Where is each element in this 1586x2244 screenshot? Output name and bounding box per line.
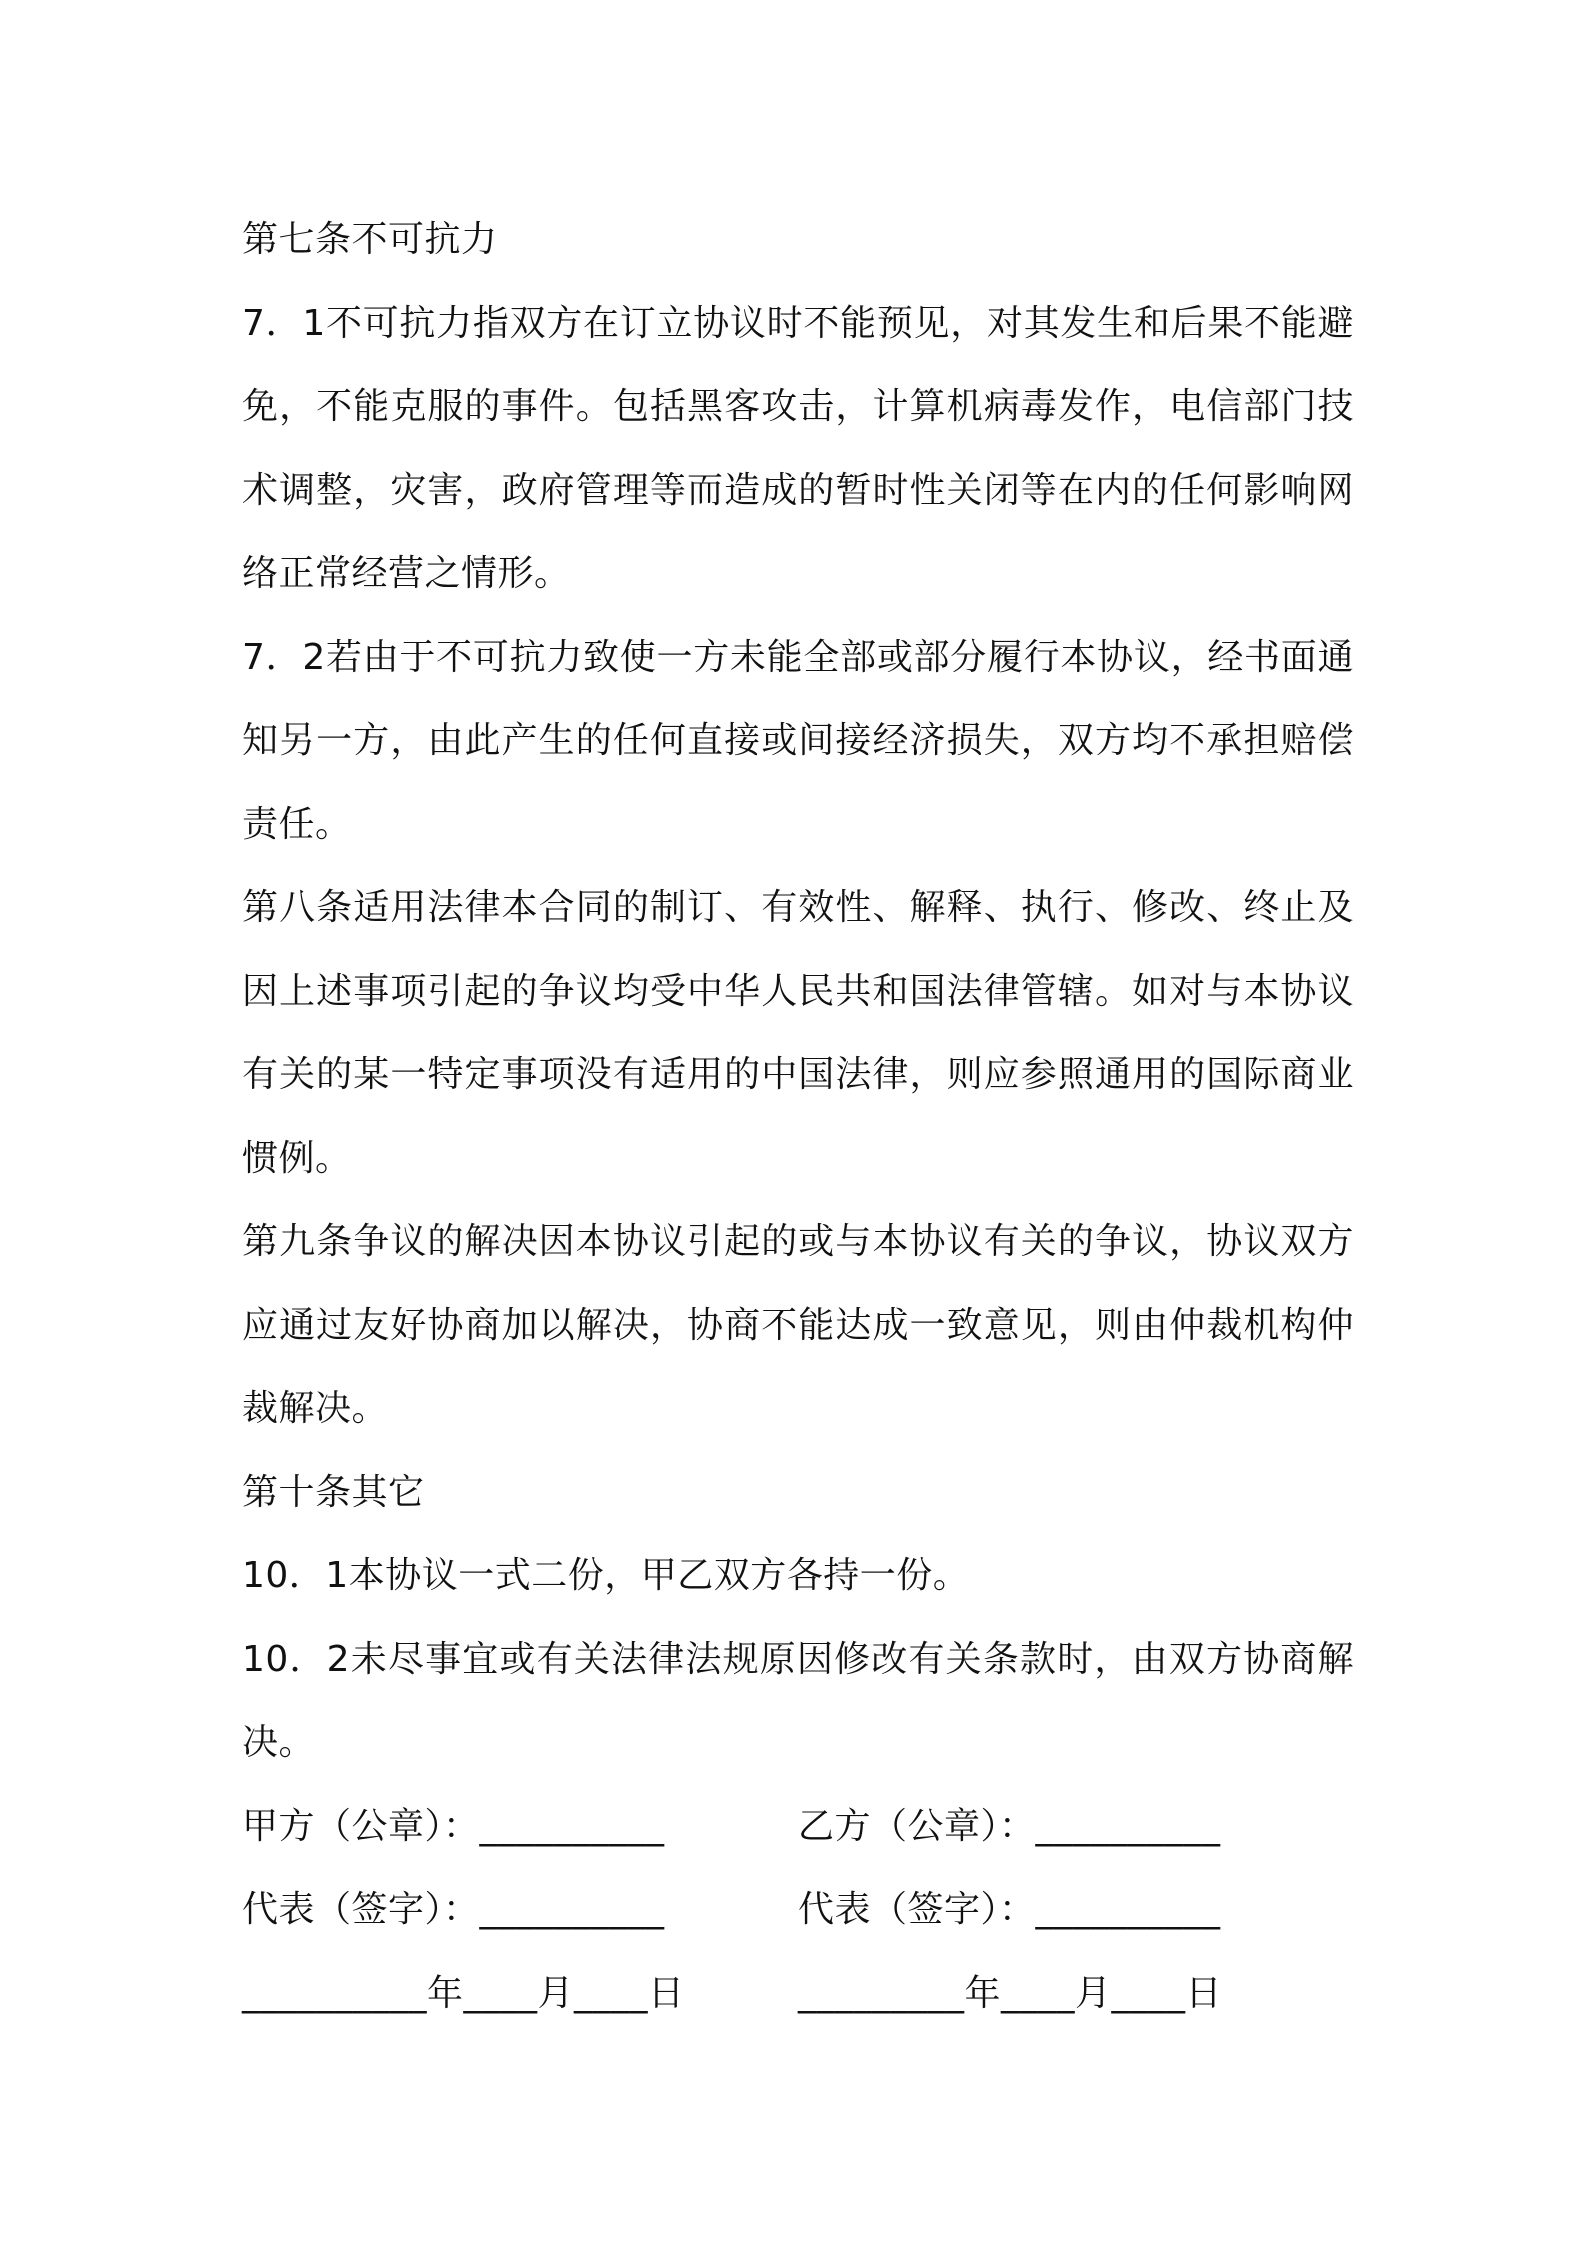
- article-8-applicable-law: 第八条适用法律本合同的制订、有效性、解释、执行、修改、终止及因上述事项引起的争议均受中华人民共和国法律管辖。如对与本协议有关的某一特定事项没有适用的中国法律，则应参照通用的国际商业惯例。: [242, 887, 1354, 1179]
- signature-row-date: [242, 1952, 1354, 2036]
- party-a-date-cell: [242, 1952, 798, 2036]
- party-b-rep-line: 代表（签字）：__________: [798, 1889, 1221, 1930]
- party-b-date-cell: [798, 1952, 1354, 2036]
- party-a-rep-line: 代表（签字）：__________: [242, 1889, 665, 1930]
- party-a-seal-cell: [242, 1785, 798, 1869]
- signature-row-seal: [242, 1785, 1354, 1869]
- article-7-heading: 第七条不可抗力: [242, 219, 498, 260]
- article-10-clause-2: 10．2未尽事宜或有关法律法规原因修改有关条款时，由双方协商解决。: [242, 1638, 1354, 1763]
- party-a-date-line: __________年____月____日: [242, 1972, 685, 2014]
- party-a-seal-line: 甲方（公章）：__________: [242, 1805, 665, 1847]
- document-page: [242, 198, 1354, 2035]
- party-b-seal-cell: [798, 1785, 1354, 1869]
- party-b-seal-line: 乙方（公章）：__________: [798, 1805, 1221, 1847]
- party-b-rep-cell: [798, 1868, 1354, 1952]
- article-10-clause-1: 10．1本协议一式二份，甲乙双方各持一份。: [242, 1555, 970, 1596]
- article-7-clause-2: 7．2若由于不可抗力致使一方未能全部或部分履行本协议，经书面通知另一方，由此产生的任何直接或间接经济损失，双方均不承担赔偿责任。: [242, 636, 1354, 845]
- signature-row-representative: [242, 1868, 1354, 1952]
- article-10-heading: 第十条其它: [242, 1471, 425, 1513]
- article-9-dispute-resolution: 第九条争议的解决因本协议引起的或与本协议有关的争议，协议双方应通过友好协商加以解决，协商不能达成一致意见，则由仲裁机构仲裁解决。: [242, 1221, 1354, 1429]
- party-a-rep-cell: [242, 1868, 798, 1952]
- article-7-clause-1: 7．1不可抗力指双方在订立协议时不能预见，对其发生和后果不能避免，不能克服的事件。包括黑客攻击，计算机病毒发作，电信部门技术调整，灾害，政府管理等而造成的暂时性关闭等在内的任何影响网络正常经营之情形。: [242, 302, 1354, 594]
- party-b-date-line: _________年____月____日: [798, 1972, 1222, 2014]
